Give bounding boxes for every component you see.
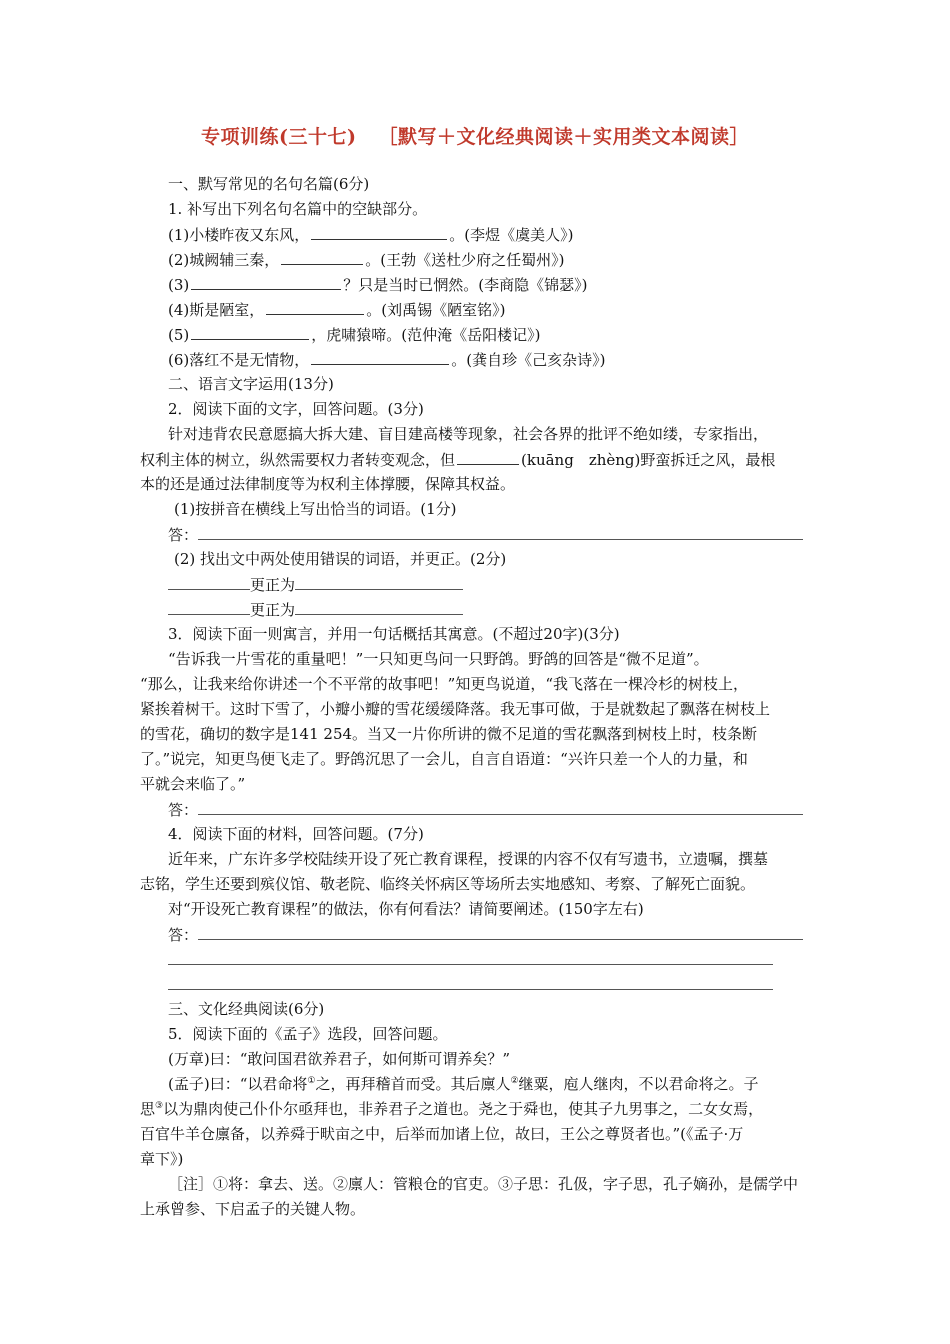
mencius-line: (孟子)曰：“以君命将①之，再拜稽首而受。其后廪人②继粟，庖人继肉，不以君命将之。子 <box>168 1075 759 1093</box>
q2-answer-row: 答： <box>168 522 818 547</box>
q3-text-line: 了。”说完，知更鸟便飞走了。野鸽沉思了一会儿，自言自语道：“兴许只差一个人的力量，和 <box>140 750 748 768</box>
q1-prompt: 1. 补写出下列名句名篇中的空缺部分。 <box>168 200 428 218</box>
q4-text-line: 近年来，广东许多学校陆续开设了死亡教育课程，授课的内容不仅有写遗书，立遗嘱，撰墓 <box>168 850 769 868</box>
footnote-marker: ① <box>307 1076 316 1086</box>
mencius-line: 思③以为鼎肉使己仆仆尔亟拜也，非养君子之道也。尧之于舜也，使其子九男事之，二女女焉， <box>140 1100 764 1118</box>
q3-text-line: 平就会来临了。” <box>140 775 246 793</box>
title-main: 专项训练(三十七) <box>201 126 357 148</box>
q2-correction-row: 更正为 <box>168 572 818 597</box>
q3-text-line: 紧挨着树干。这时下雪了，小瓣小瓣的雪花缓缓降落。我无事可做，于是就数起了飘落在树枝上 <box>140 700 771 718</box>
footnote-marker: ③ <box>155 1101 164 1111</box>
correct-word-line[interactable] <box>295 597 463 615</box>
q3-text-line: “那么，让我来给你讲述一个不平常的故事吧！”知更鸟说道，“我飞落在一棵冷杉的树枝上， <box>140 675 749 693</box>
title-sub: ［默写＋文化经典阅读＋实用类文本阅读］ <box>378 126 749 148</box>
q1-item-1: (1)小楼昨夜又东风， 。(李煜《虞美人》) <box>168 222 818 247</box>
page-title <box>0 122 950 149</box>
q4-question: 对“开设死亡教育课程”的做法，你有何看法？请简要阐述。(150字左右) <box>168 900 644 918</box>
wanzhang-line: (万章)曰：“敢问国君欲养君子，如何斯可谓养矣？” <box>168 1050 511 1068</box>
q2-text-line: 本的还是通过法律制度等为权利主体撑腰，保障其权益。 <box>140 475 516 493</box>
mencius-line: 章下》) <box>140 1150 184 1168</box>
q3-text-line: “告诉我一片雪花的重量吧！”一只知更鸟问一只野鸽。野鸽的回答是“微不足道”。 <box>168 650 709 668</box>
fill-blank[interactable] <box>281 247 363 265</box>
fill-blank[interactable] <box>191 322 309 340</box>
fill-blank[interactable] <box>266 297 364 315</box>
q2-sub1: (1)按拼音在横线上写出恰当的词语。(1分) <box>174 500 457 518</box>
note-line: ［注］①将：拿去、送。②廪人：管粮仓的官吏。③子思：孔伋，字子思，孔子嫡孙，是儒学中 <box>168 1175 799 1193</box>
section1-heading: 一、默写常见的名句名篇(6分) <box>168 175 370 193</box>
section2-heading: 二、语言文字运用(13分) <box>168 375 334 393</box>
wrong-word-line[interactable] <box>168 572 250 590</box>
section3-heading: 三、文化经典阅读(6分) <box>168 1000 325 1018</box>
q3-prompt: 3．阅读下面一则寓言，并用一句话概括其寓意。(不超过20字)(3分) <box>168 625 620 643</box>
q1-item-4: (4)斯是陋室， 。(刘禹锡《陋室铭》) <box>168 297 818 322</box>
mencius-line: 百官牛羊仓廪备，以养舜于畎亩之中，后举而加诸上位，故曰，王公之尊贤者也。”(《孟子·万 <box>140 1125 744 1143</box>
q2-text-line: 针对违背农民意愿搞大拆大建、盲目建高楼等现象，社会各界的批评不绝如缕，专家指出， <box>168 425 769 443</box>
q4-prompt: 4．阅读下面的材料，回答问题。(7分) <box>168 825 424 843</box>
q5-prompt: 5．阅读下面的《孟子》选段，回答问题。 <box>168 1025 448 1043</box>
pinyin-blank[interactable] <box>457 447 519 465</box>
q1-item-6: (6)落红不是无情物， 。(龚自珍《己亥杂诗》) <box>168 347 818 372</box>
q2-text-line: 权利主体的树立，纵然需要权力者转变观念，但 (kuāng zhèng)野蛮拆迁之风，最根 <box>140 447 818 472</box>
answer-line[interactable] <box>198 797 803 815</box>
q3-answer-row: 答： <box>168 797 818 822</box>
wrong-word-line[interactable] <box>168 597 250 615</box>
fill-blank[interactable] <box>311 222 447 240</box>
footnote-marker: ② <box>510 1076 519 1086</box>
q2-prompt: 2．阅读下面的文字，回答问题。(3分) <box>168 400 424 418</box>
answer-line[interactable] <box>168 972 773 990</box>
q1-item-3: (3) ？只是当时已惘然。(李商隐《锦瑟》) <box>168 272 818 297</box>
q4-answer-row <box>168 947 818 972</box>
q4-text-line: 志铭，学生还要到殡仪馆、敬老院、临终关怀病区等场所去实地感知、考察、了解死亡面貌。 <box>140 875 756 893</box>
q4-answer-row: 答： <box>168 922 818 947</box>
fill-blank[interactable] <box>311 347 449 365</box>
fill-blank[interactable] <box>191 272 341 290</box>
answer-line[interactable] <box>198 522 803 540</box>
note-line: 上承曾参、下启孟子的关键人物。 <box>140 1200 366 1218</box>
correct-word-line[interactable] <box>295 572 463 590</box>
q3-text-line: 的雪花，确切的数字是141 254。当又一片你所讲的微不足道的雪花飘落到树枝上时，枝条断 <box>140 725 758 743</box>
q1-item-5: (5) ，虎啸猿啼。(范仲淹《岳阳楼记》) <box>168 322 818 347</box>
content <box>140 172 818 1222</box>
answer-line[interactable] <box>198 922 803 940</box>
answer-line[interactable] <box>168 947 773 965</box>
q2-correction-row: 更正为 <box>168 597 818 622</box>
q4-answer-row <box>168 972 818 997</box>
q2-sub2: (2) 找出文中两处使用错误的词语，并更正。(2分) <box>174 550 507 568</box>
q1-item-2: (2)城阙辅三秦， 。(王勃《送杜少府之任蜀州》) <box>168 247 818 272</box>
